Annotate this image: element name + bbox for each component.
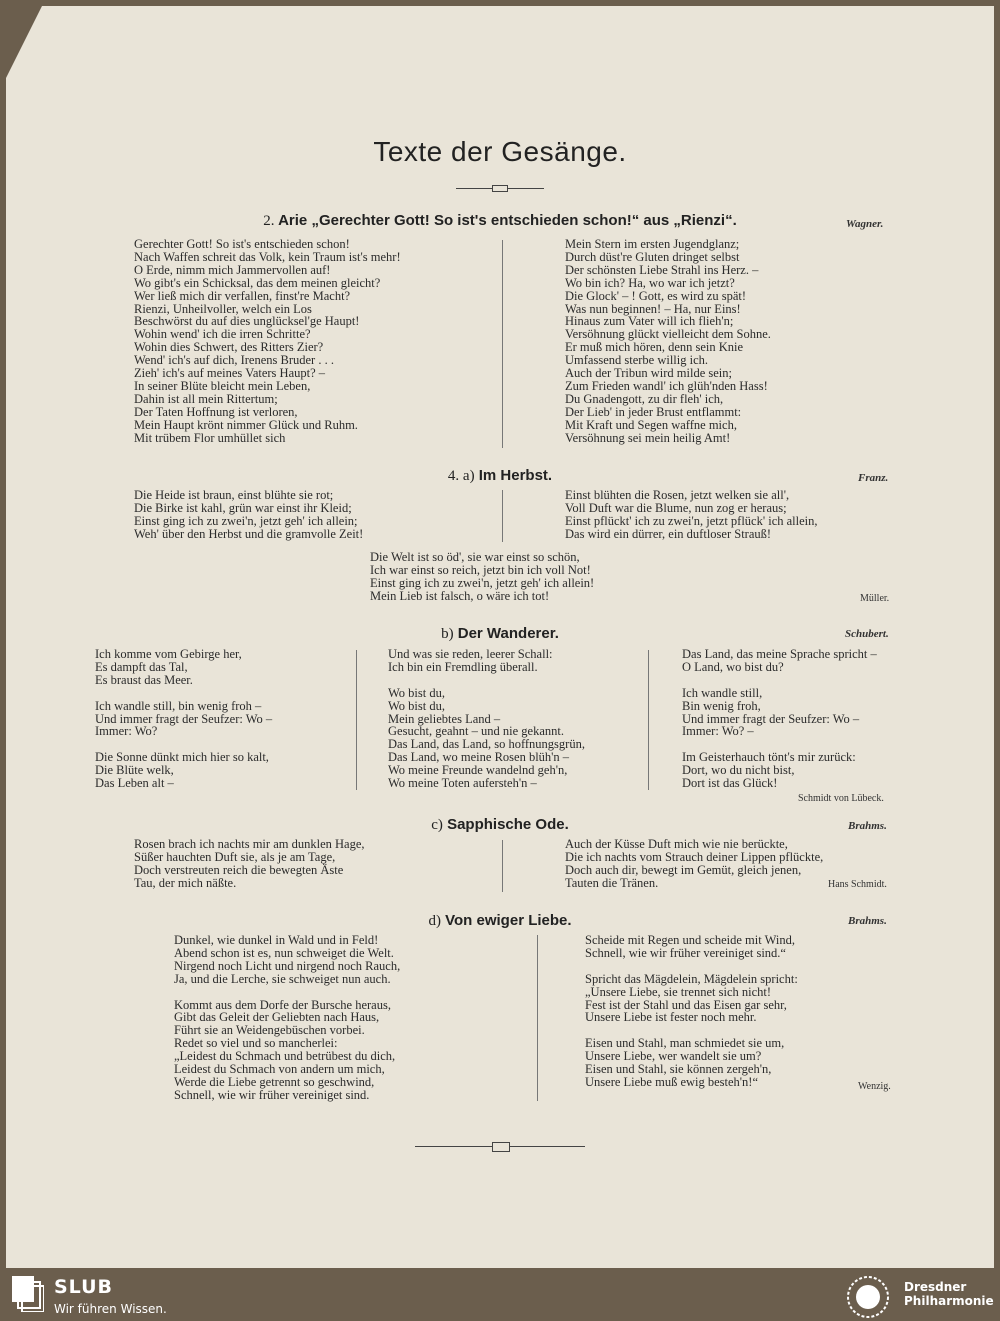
verse-line: Ja, und die Lerche, sie schweiget nun auch. [174, 971, 391, 986]
verse-line: Und immer fragt der Seufzer: Wo – [682, 711, 860, 726]
verse-line [585, 960, 798, 973]
verse-line: Wohin dies Schwert, des Ritters Zier? [134, 340, 324, 355]
wanderer-column-3 [682, 648, 877, 790]
verse-line: Süßer hauchten Duft sie, als je am Tage, [134, 849, 336, 864]
verse-line: Ich komme vom Gebirge her, [95, 647, 242, 661]
sapphische-right-column [565, 838, 823, 890]
verse-line: Mein geliebtes Land – [388, 711, 501, 726]
verse-line: Schnell, wie wir früher vereiniget sind.“ [585, 945, 786, 960]
verse-line: Im Geisterhauch tönt's mir zurück: [682, 750, 856, 765]
verse-line: Was nun beginnen! – Ha, nur Eins! [565, 301, 741, 316]
verse-line: Werde die Liebe getrennt so geschwind, [174, 1074, 375, 1089]
column-divider [537, 935, 538, 1101]
verse-line: Hinaus zum Vater will ich flieh'n; [565, 314, 734, 329]
verse-line: Das Land, das meine Sprache spricht – [682, 647, 877, 661]
verse-line: Redet so viel und so mancherlei: [174, 1036, 338, 1051]
verse-line: Scheide mit Regen und scheide mit Wind, [585, 933, 795, 947]
verse-line: Immer: Wo? – [682, 724, 754, 739]
rienzi-right-column [565, 238, 771, 445]
verse-line: Unsere Liebe ist fester noch mehr. [585, 1010, 757, 1025]
verse-line: Die Sonne dünkt mich hier so kalt, [95, 750, 269, 765]
herbst-number: 4. a) [447, 468, 475, 484]
verse-line: Tauten die Tränen. [565, 875, 659, 890]
herbst-title: Im Herbst. [478, 467, 553, 484]
rienzi-left-column [134, 238, 401, 445]
philharmonie-name [904, 1280, 994, 1308]
verse-line: Der Lieb' in jeder Brust entflammt: [565, 404, 742, 419]
verse-line [95, 687, 272, 700]
verse-line: Einst ging ich zu zwei'n, jetzt geh' ich allein! [370, 575, 595, 590]
verse-line: O Land, wo bist du? [682, 659, 784, 674]
verse-line: Und immer fragt der Seufzer: Wo – [95, 711, 273, 726]
liebe-right-column [585, 934, 798, 1089]
verse-line: Gesucht, geahnt – und nie gekannt. [388, 724, 564, 739]
verse-line: Doch auch dir, bewegt im Gemüt, gleich jenen, [565, 862, 802, 877]
verse-line: Ich war einst so reich, jetzt bin ich voll Not! [370, 562, 591, 577]
herbst-composer: Franz. [858, 472, 889, 484]
slub-tagline: Wir führen Wissen. [54, 1302, 167, 1316]
herbst-center-stanza [370, 551, 594, 603]
verse-line: Die Blüte welk, [95, 763, 174, 778]
verse-line: Dort, wo du nicht bist, [682, 763, 795, 778]
wanderer-poet: Schmidt von Lübeck. [798, 793, 884, 804]
herbst-heading [0, 467, 1000, 485]
slub-logo-icon [12, 1276, 44, 1312]
verse-line: Schnell, wie wir früher vereiniget sind. [174, 1087, 370, 1102]
verse-line: Wohin wend' ich die irren Schritte? [134, 327, 311, 342]
wanderer-composer: Schubert. [845, 628, 889, 640]
verse-line: Durch düst're Gluten dringet selbst [565, 249, 740, 264]
verse-line: Die Welt ist so öd', sie war einst so schön, [370, 550, 580, 564]
verse-line: „Unsere Liebe, sie trennet sich nicht! [585, 984, 772, 999]
verse-line: Umfassend sterbe willig ich. [565, 353, 709, 368]
sapphische-title: Sapphische Ode. [447, 816, 569, 833]
verse-line: Versöhnung sei mein heilig Amt! [565, 430, 731, 445]
verse-line: Eisen und Stahl, sie können zergeh'n, [585, 1062, 772, 1077]
verse-line: Doch verstreuten reich die bewegten Äste [134, 862, 344, 877]
wanderer-column-2 [388, 648, 585, 790]
verse-line: Die Heide ist braun, einst blühte sie rot; [134, 488, 334, 502]
verse-line: „Leidest du Schmach und betrübest du dich, [174, 1049, 396, 1064]
verse-line: Es braust das Meer. [95, 672, 193, 687]
verse-line [174, 986, 400, 999]
verse-line: Einst pflückt' ich zu zwei'n, jetzt pflück' ich allein, [565, 513, 818, 528]
verse-line: Mein Stern im ersten Jugendglanz; [565, 237, 740, 251]
slub-name: SLUB [54, 1276, 114, 1298]
verse-line: Wend' ich's auf dich, Irenens Bruder . . . [134, 353, 334, 368]
verse-line: Zieh' ich's auf meines Vaters Haupt? – [134, 366, 326, 381]
verse-line: Versöhnung glückt vielleicht dem Sohne. [565, 327, 771, 342]
verse-line: Die Birke ist kahl, grün war einst ihr Kleid; [134, 500, 352, 515]
verse-line: Einst ging ich zu zwei'n, jetzt geh' ich allein; [134, 513, 358, 528]
verse-line: Ich bin ein Fremdling überall. [388, 659, 538, 674]
verse-line: Auch der Küsse Duft mich wie nie berückte, [565, 837, 788, 851]
verse-line: Es dampft das Tal, [95, 659, 188, 674]
verse-line: Nirgend noch Licht und nirgend noch Rauch, [174, 958, 401, 973]
verse-line [682, 674, 877, 687]
wanderer-column-1 [95, 648, 272, 790]
verse-line: Ich wandle still, [682, 685, 763, 700]
column-divider [502, 840, 503, 892]
verse-line: Beschwörst du auf dies unglücksel'ge Haupt! [134, 314, 360, 329]
verse-line: Wo bin ich? Ha, wo war ich jetzt? [565, 275, 735, 290]
column-divider [502, 490, 503, 542]
verse-line: Der schönsten Liebe Strahl ins Herz. – [565, 262, 759, 277]
verse-line: Bin wenig froh, [682, 698, 761, 713]
verse-line: Unsere Liebe muß ewig besteh'n!“ [585, 1074, 759, 1089]
verse-line: Auch der Tribun wird milde sein; [565, 366, 733, 381]
verse-line: Die Glock' – ! Gott, es wird zu spät! [565, 288, 747, 303]
verse-line: Immer: Wo? [95, 724, 158, 739]
closing-ornament-box [492, 1142, 510, 1152]
verse-line: Führt sie an Weidengebüschen vorbei. [174, 1023, 365, 1038]
verse-line: Abend schon ist es, nun schweiget die Welt. [174, 945, 394, 960]
verse-line: Voll Duft war die Blume, nun zog er heraus; [565, 500, 787, 515]
verse-line: Ich wandle still, bin wenig froh – [95, 698, 262, 713]
verse-line: O Erde, nimm mich Jammervollen auf! [134, 262, 331, 277]
verse-line: Er muß mich hören, denn sein Knie [565, 340, 744, 355]
rienzi-composer: Wagner. [846, 218, 884, 230]
column-divider [356, 650, 357, 790]
verse-line: Die ich nachts vom Strauch deiner Lippen pflückte, [565, 849, 824, 864]
verse-line: Mein Haupt krönt nimmer Glück und Ruhm. [134, 417, 358, 432]
verse-line: Du Gnadengott, zu dir fleh' ich, [565, 391, 724, 406]
verse-line [388, 674, 585, 687]
title-ornament-box [492, 185, 508, 192]
page-title: Texte der Gesänge. [373, 136, 627, 167]
herbst-right-column [565, 489, 818, 541]
folded-corner [6, 6, 42, 78]
herbst-poet: Müller. [860, 593, 890, 604]
verse-line: Der Taten Hoffnung ist verloren, [134, 404, 298, 419]
philharmonie-logo-icon [842, 1274, 894, 1320]
verse-line: Das Land, das Land, so hoffnungsgrün, [388, 737, 585, 752]
philharmonie-line-2: Philharmonie [904, 1294, 994, 1308]
liebe-title: Von ewiger Liebe. [445, 912, 572, 929]
verse-line: Leidest du Schmach von andern um mich, [174, 1062, 385, 1077]
verse-line: Und was sie reden, leerer Schall: [388, 647, 553, 661]
verse-line: Eisen und Stahl, man schmiedet sie um, [585, 1036, 785, 1051]
verse-line: Wo bist du, [388, 685, 445, 700]
verse-line: Dort ist das Glück! [682, 776, 778, 791]
verse-line: Tau, der mich näßte. [134, 875, 237, 890]
verse-line: Einst blühten die Rosen, jetzt welken sie all', [565, 488, 790, 502]
sapphische-composer: Brahms. [848, 820, 887, 832]
verse-line: Rosen brach ich nachts mir am dunklen Hage, [134, 837, 365, 851]
liebe-number: d) [428, 913, 441, 929]
verse-line: Rienzi, Unheilvoller, welch ein Los [134, 301, 312, 316]
verse-line: Wo bist du, [388, 698, 445, 713]
column-divider [502, 240, 503, 448]
philharmonie-line-1: Dresdner [904, 1280, 967, 1294]
verse-line: Fest ist der Stahl und das Eisen gar sehr, [585, 997, 787, 1012]
verse-line: Weh' über den Herbst und die gramvolle Zeit! [134, 526, 364, 541]
verse-line: Wo meine Freunde wandelnd geh'n, [388, 763, 568, 778]
liebe-composer: Brahms. [848, 915, 887, 927]
verse-line: Wo meine Toten aufersteh'n – [388, 776, 537, 791]
wanderer-title: Der Wanderer. [457, 625, 559, 642]
liebe-left-column [174, 934, 400, 1102]
verse-line: Das Land, wo meine Rosen blüh'n – [388, 750, 570, 765]
verse-line: Nach Waffen schreit das Volk, kein Traum ist's mehr! [134, 249, 401, 264]
verse-line: Spricht das Mägdelein, Mägdelein spricht: [585, 971, 798, 986]
sapphische-left-column [134, 838, 365, 890]
herbst-left-column [134, 489, 363, 541]
verse-line: Das Leben alt – [95, 776, 174, 791]
verse-line: In seiner Blüte bleicht mein Leben, [134, 378, 311, 393]
verse-line: Gibt das Geleit der Geliebten nach Haus, [174, 1010, 380, 1025]
verse-line: Mit Kraft und Segen waffne mich, [565, 417, 737, 432]
rienzi-title: Arie „Gerechter Gott! So ist's entschieden schon!“ aus „Rienzi“. [278, 212, 737, 229]
verse-line: Mit trübem Flor umhüllet sich [134, 430, 286, 445]
verse-line: Das wird ein dürrer, ein duftloser Strauß! [565, 526, 772, 541]
sapphische-poet: Hans Schmidt. [828, 879, 887, 890]
verse-line: Zum Frieden wandl' ich glüh'nden Hass! [565, 378, 768, 393]
verse-line: Dahin ist all mein Rittertum; [134, 391, 278, 406]
verse-line: Dunkel, wie dunkel in Wald und in Feld! [174, 933, 379, 947]
sapphische-number: c) [431, 817, 443, 833]
verse-line: Kommt aus dem Dorfe der Bursche heraus, [174, 997, 391, 1012]
wanderer-number: b) [441, 626, 454, 642]
liebe-poet: Wenzig. [858, 1081, 891, 1092]
verse-line: Wo gibt's ein Schicksal, das dem meinen gleicht? [134, 275, 381, 290]
verse-line: Wer ließ mich dir verfallen, finst're Macht? [134, 288, 351, 303]
verse-line: Mein Lieb ist falsch, o wäre ich tot! [370, 588, 550, 603]
column-divider [648, 650, 649, 790]
verse-line: Gerechter Gott! So ist's entschieden schon! [134, 237, 350, 251]
rienzi-number: 2. [263, 213, 275, 229]
verse-line: Unsere Liebe, wer wandelt sie um? [585, 1049, 762, 1064]
